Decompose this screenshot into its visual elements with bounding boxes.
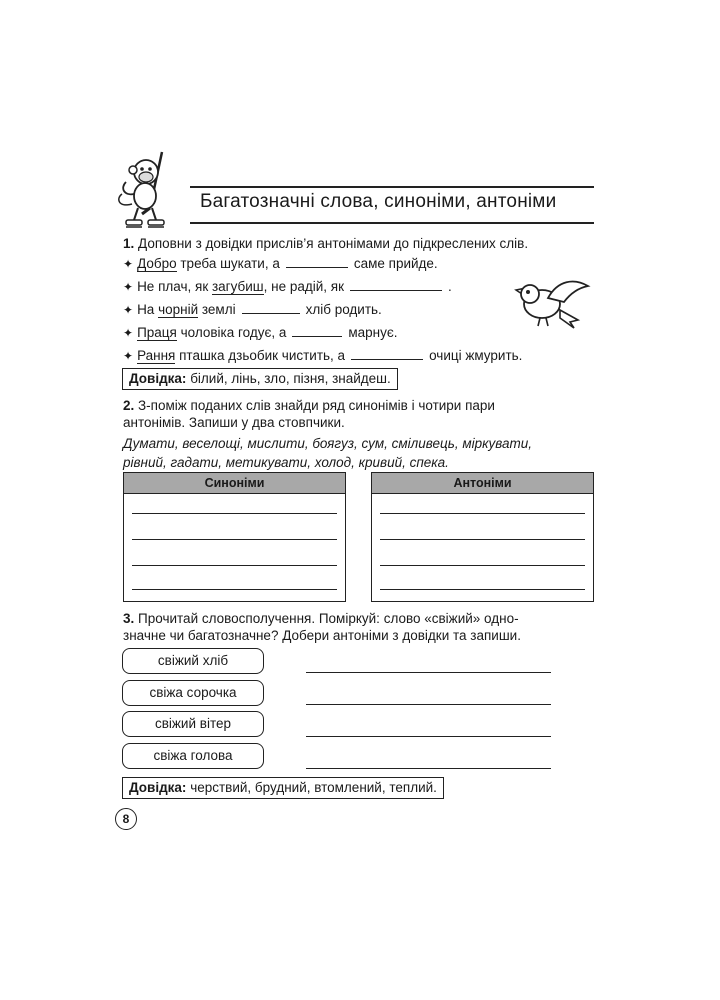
monkey-hockey-illustration xyxy=(112,148,190,230)
answer-blank[interactable] xyxy=(350,278,442,291)
synonyms-table xyxy=(123,472,346,602)
task3-instruction-line1: 3. Прочитай словосполучення. Поміркуй: слово «свіжий» одно- xyxy=(123,611,519,626)
phrase-box: свіжий вітер xyxy=(122,711,264,737)
star-bullet-icon: ✦ xyxy=(123,326,134,340)
task2-instruction-line2: антонімів. Запиши у два стовпчики. xyxy=(123,415,345,430)
writing-line[interactable] xyxy=(132,539,337,540)
writing-line[interactable] xyxy=(380,565,585,566)
answer-blank[interactable] xyxy=(292,324,342,337)
phrase-box: свіжий хліб xyxy=(122,648,264,674)
proverb-5: ✦ Рання пташка дзьобик чистить, а очиці жмурить. xyxy=(123,348,523,363)
writing-line[interactable] xyxy=(380,589,585,590)
bird-illustration xyxy=(512,276,592,334)
star-bullet-icon: ✦ xyxy=(123,349,134,363)
task2-words-line1: Думати, веселощі, мислити, боягуз, сум, сміливець, міркувати, xyxy=(123,436,533,451)
proverb-1: ✦ Добро треба шукати, а саме прийде. xyxy=(123,256,438,271)
answer-blank[interactable] xyxy=(286,255,348,268)
phrase-box: свіжа сорочка xyxy=(122,680,264,706)
task2-words-line2: рівний, гадати, метикувати, холод, кривий, спека. xyxy=(123,455,449,470)
writing-line[interactable] xyxy=(132,565,337,566)
writing-line[interactable] xyxy=(380,513,585,514)
writing-line[interactable] xyxy=(306,768,551,769)
task1-hint-box: Довідка: білий, лінь, зло, пізня, знайдеш. xyxy=(122,368,398,390)
star-bullet-icon: ✦ xyxy=(123,303,134,317)
writing-line[interactable] xyxy=(380,539,585,540)
star-bullet-icon: ✦ xyxy=(123,257,134,271)
answer-blank[interactable] xyxy=(242,301,300,314)
writing-line[interactable] xyxy=(306,704,551,705)
task3-instruction-line2: значне чи багатозначне? Добери антоніми з довідки та запиши. xyxy=(123,628,521,643)
writing-line[interactable] xyxy=(132,513,337,514)
writing-line[interactable] xyxy=(132,589,337,590)
synonyms-header: Синоніми xyxy=(124,473,345,494)
star-bullet-icon: ✦ xyxy=(123,280,134,294)
page-number: 8 xyxy=(115,808,137,830)
proverb-4: ✦ Праця чоловіка годує, а марнує. xyxy=(123,325,398,340)
proverb-3: ✦ На чорній землі хліб родить. xyxy=(123,302,382,317)
task2-instruction-line1: 2. З-поміж поданих слів знайди ряд синонімів і чотири пари xyxy=(123,398,495,413)
title-bottom-rule xyxy=(190,222,594,224)
antonyms-table xyxy=(371,472,594,602)
proverb-2: ✦ Не плач, як загубиш, не радій, як . xyxy=(123,279,452,294)
task3-hint-box: Довідка: черствий, брудний, втомлений, теплий. xyxy=(122,777,444,799)
phrase-box: свіжа голова xyxy=(122,743,264,769)
page-title: Багатозначні слова, синоніми, антоніми xyxy=(200,191,557,212)
answer-blank[interactable] xyxy=(351,347,423,360)
writing-line[interactable] xyxy=(306,672,551,673)
antonyms-header: Антоніми xyxy=(372,473,593,494)
title-top-rule xyxy=(190,186,594,188)
task1-instruction: 1. Доповни з довідки прислів’я антонімами до підкреслених слів. xyxy=(123,236,529,251)
writing-line[interactable] xyxy=(306,736,551,737)
